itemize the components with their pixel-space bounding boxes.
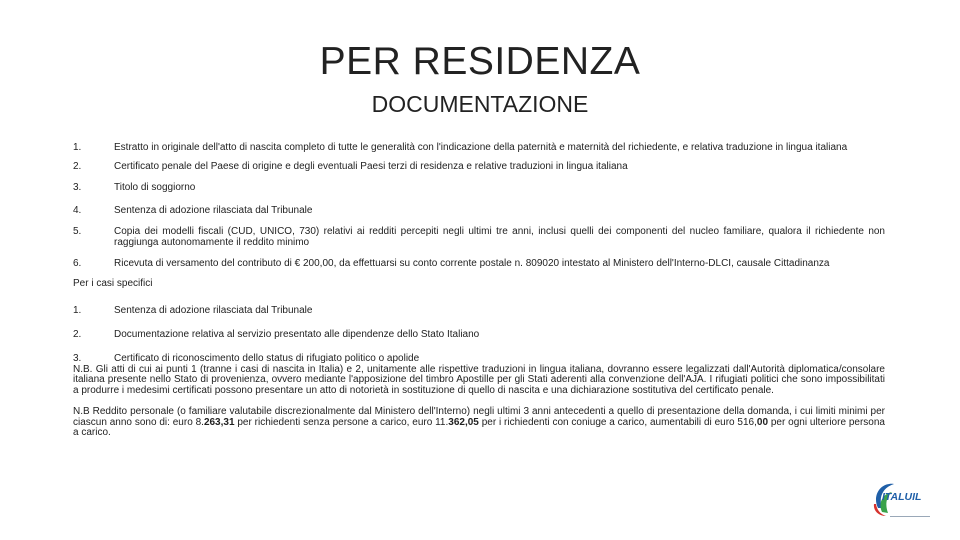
income-amount: 00 (756, 416, 769, 428)
list-number: 1. (73, 305, 82, 316)
income-amount: 362,05 (448, 416, 479, 428)
list-number: 1. (73, 142, 82, 153)
page-subtitle: DOCUMENTAZIONE (371, 91, 589, 117)
list-item (73, 162, 885, 173)
list-item (73, 206, 885, 217)
list-item (73, 227, 885, 248)
list-text: Copia dei modelli fiscali (CUD, UNICO, 730) relativi ai redditi percepiti negli ultimi tre anni, inclusi quelli dei componenti del nucleo familiare, qualora il richiedente non raggiunga autonomamente il reddito minimo (114, 226, 885, 248)
italuil-logo (870, 478, 934, 520)
list-number: 3. (73, 353, 82, 364)
list-item (73, 354, 885, 365)
income-amount: 8. (195, 416, 204, 428)
list-number: 5. (73, 226, 82, 237)
list-number: 4. (73, 204, 82, 216)
list-item (73, 330, 885, 341)
note-income-text: per i richiedenti con coniuge a carico, aumentabili di euro 516, (478, 416, 757, 428)
note-income-text: per ogni ulteriore persona a carico. (73, 416, 885, 438)
note-income (73, 407, 885, 439)
svg-text:ITALUIL: ITALUIL (882, 491, 922, 503)
list-item (73, 306, 885, 317)
list-text: Estratto in originale dell'atto di nascita completo di tutte le generalità con l'indicazione della paternità e maternità del richiedente, e relativa traduzione in lingua italiana (114, 142, 848, 153)
note-income-text: per richiedenti senza persone a carico, euro 11. (234, 416, 449, 428)
list-text: Titolo di soggiorno (114, 182, 196, 193)
list-text: Certificato di riconoscimento dello status di rifugiato politico o apolide (114, 353, 420, 364)
list-number: 2. (73, 160, 82, 172)
list-item (73, 183, 885, 194)
list-text: Sentenza di adozione rilasciata dal Tribunale (114, 204, 313, 216)
list-item (73, 259, 885, 270)
list-number: 3. (73, 182, 82, 193)
list-text: Documentazione relativa al servizio presentato alle dipendenze dello Stato Italiano (114, 328, 480, 340)
special-cases-heading: Per i casi specifici (73, 277, 153, 289)
note-legalization: N.B. Gli atti di cui ai punti 1 (tranne i casi di nascita in Italia) e 2, unitamente alle rispettive traduzioni in lingua italiana, dovranno essere legalizzati dall'Autorità diplomatica/consolare italiana presente nello Stato di provenienza, ovvero mediante l'apposizione del timbro Apostille per gli Stati aderenti alla convenzione dell'AJA. I rifugiati politici che sono impossibilitati a produrre i medesimi certificati possono presentare un atto di notorietà in sostituzione di quello di nascita e una dichiarazione sostitutiva del certificato penale. (73, 363, 885, 396)
list-text: Certificato penale del Paese di origine e degli eventuali Paesi terzi di residenza e relative traduzioni in lingua italiana (114, 160, 628, 172)
list-number: 2. (73, 328, 82, 340)
list-text: Sentenza di adozione rilasciata dal Tribunale (114, 305, 313, 316)
page-title: PER RESIDENZA (319, 40, 641, 83)
list-number: 6. (73, 258, 82, 269)
note-income-text: N.B Reddito personale (o familiare valutabile discrezionalmente dal Ministero dell'Interno) negli ultimi 3 anni antecedenti a quello di presentazione della domanda, i cui limiti minimi per ciascun anno sono di: euro (73, 406, 885, 428)
list-item (73, 143, 885, 154)
document-body (73, 143, 885, 439)
income-amount: 263,31 (203, 416, 235, 428)
list-text: Ricevuta di versamento del contributo di € 200,00, da effettuarsi su conto corrente postale n. 809020 intestato al Ministero dell'Interno-DLCI, causale Cittadinanza (114, 258, 830, 269)
